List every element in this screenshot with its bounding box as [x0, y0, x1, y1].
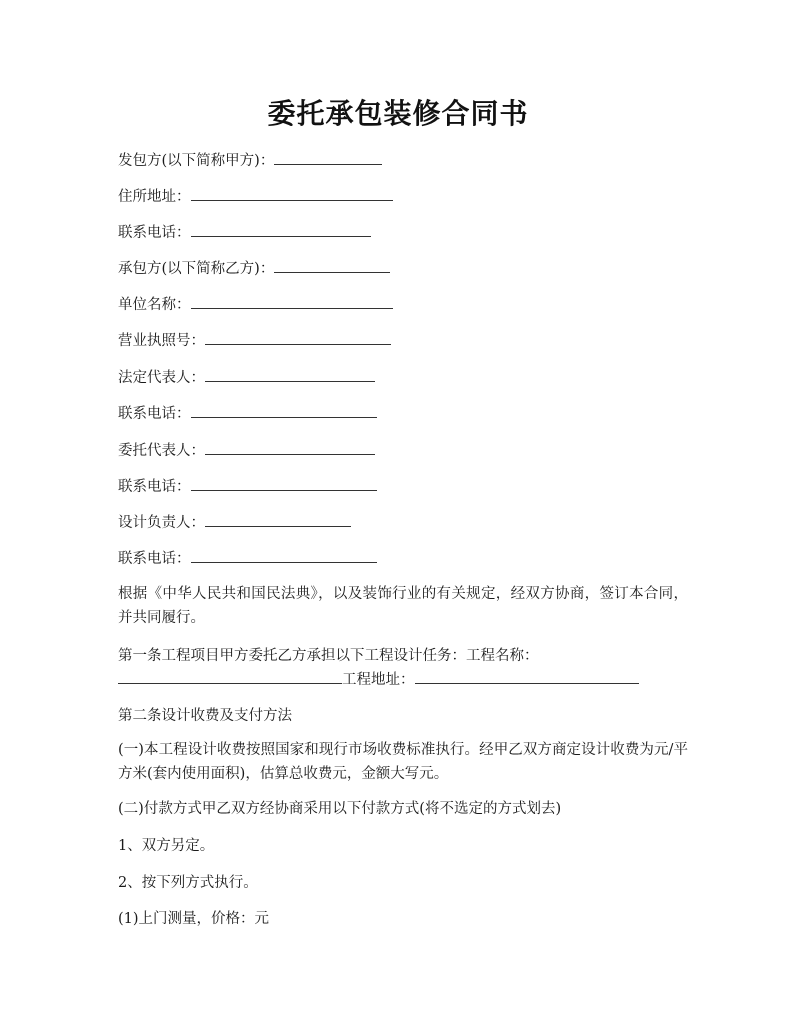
field-agent-rep	[118, 440, 375, 461]
field-label: 联系电话：	[118, 551, 191, 567]
article-1	[118, 644, 688, 692]
document-title: 委托承包装修合同书	[267, 97, 529, 130]
blank-line	[205, 512, 351, 527]
blank-line	[191, 403, 377, 418]
field-phone-c	[118, 476, 377, 497]
field-license-no	[118, 330, 391, 351]
blank-line	[205, 440, 375, 455]
field-label: 住所地址：	[118, 189, 191, 205]
field-label: 联系电话：	[118, 225, 191, 241]
field-phone-a	[118, 222, 371, 243]
clause-2: (二)付款方式甲乙双方经协商采用以下付款方式(将不选定的方式划去)	[118, 801, 562, 817]
field-label: 发包方(以下简称甲方)：	[118, 153, 275, 169]
blank-line	[191, 476, 377, 491]
item-2: 2、按下列方式执行。	[118, 875, 258, 891]
blank-line	[415, 669, 639, 684]
item-3: (1)上门测量，价格：元	[118, 911, 270, 927]
blank-line	[191, 186, 393, 201]
field-label: 委托代表人：	[118, 443, 205, 459]
blank-line	[274, 150, 382, 165]
field-party-a	[118, 150, 382, 171]
field-label: 联系电话：	[118, 479, 191, 495]
blank-line	[205, 367, 375, 382]
blank-line	[118, 669, 342, 684]
field-label: 设计负责人：	[118, 515, 205, 531]
field-label: 法定代表人：	[118, 370, 205, 386]
article-2-title: 第二条设计收费及支付方法	[118, 708, 292, 724]
field-party-b	[118, 258, 390, 279]
blank-line	[205, 330, 391, 345]
field-label: 联系电话：	[118, 406, 191, 422]
field-label: 承包方(以下简称乙方)：	[118, 261, 275, 277]
field-company-name	[118, 294, 393, 315]
field-label: 营业执照号：	[118, 333, 205, 349]
field-label: 单位名称：	[118, 297, 191, 313]
address-label: 工程地址：	[342, 672, 415, 688]
article-1-text: 第一条工程项目甲方委托乙方承担以下工程设计任务：工程名称：	[118, 648, 539, 664]
blank-line	[274, 258, 390, 273]
field-phone-b	[118, 403, 377, 424]
field-phone-d	[118, 548, 377, 569]
field-address	[118, 186, 393, 207]
blank-line	[191, 548, 377, 563]
blank-line	[191, 294, 393, 309]
field-design-lead	[118, 512, 351, 533]
field-legal-rep	[118, 367, 375, 388]
blank-line	[191, 222, 371, 237]
article-1-address-line	[118, 668, 688, 692]
intro-paragraph: 根据《中华人民共和国民法典》，以及装饰行业的有关规定，经双方协商，签订本合同，并共同履行。	[118, 586, 688, 626]
clause-1: (一)本工程设计收费按照国家和现行市场收费标准执行。经甲乙双方商定设计收费为元/平方米(套内使用面积)，估算总收费元，金额大写元。	[118, 742, 688, 782]
item-1: 1、双方另定。	[118, 838, 215, 854]
